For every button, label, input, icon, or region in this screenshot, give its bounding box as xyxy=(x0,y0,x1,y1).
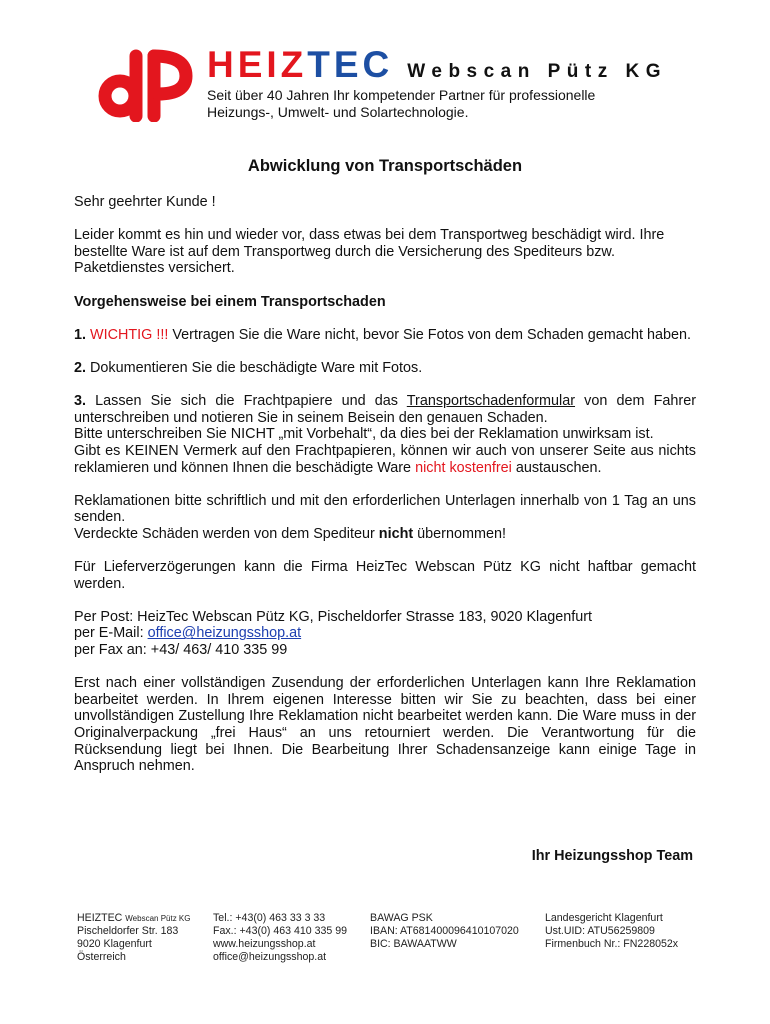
greeting: Sehr geehrter Kunde ! xyxy=(74,194,216,210)
step-3-text-a: Lassen Sie sich die Frachtpapiere und das xyxy=(86,393,407,410)
contact-post: Per Post: HeizTec Webscan Pütz KG, Pischeldorfer Strasse 183, 9020 Klagenfurt xyxy=(74,608,593,625)
footer-address-street: Pischeldorfer Str. 183 xyxy=(77,925,179,937)
brand-heiz: HEIZ xyxy=(207,44,308,85)
footer-iban: IBAN: AT681400096410107020 xyxy=(370,925,519,937)
step-3-note-2a: Gibt es KEINEN Vermerk auf den Frachtpapieren, können wir auch von unserer Seite aus nichts reklamieren und können Ihnen die beschädigte Ware xyxy=(74,442,696,476)
footer-address-country: Österreich xyxy=(77,951,126,963)
footer-legal xyxy=(545,912,678,951)
footer-phone: Tel.: +43(0) 463 33 3 33 xyxy=(213,912,326,924)
delay-paragraph: Für Lieferverzögerungen kann die Firma HeizTec Webscan Pütz KG nicht haftbar gemacht werden. xyxy=(74,559,696,592)
reklamation-paragraph xyxy=(74,493,696,543)
footer-bank-name: BAWAG PSK xyxy=(370,912,433,924)
reklamation-line-1: Reklamationen bitte schriftlich und mit den erforderlichen Unterlagen innerhalb von 1 Tag an uns senden. xyxy=(74,492,696,526)
brand-name xyxy=(207,44,667,86)
step-1-text: Vertragen Sie die Ware nicht, bevor Sie Fotos von dem Schaden gemacht haben. xyxy=(168,326,691,343)
closing-paragraph: Erst nach einer vollständigen Zusendung der erforderlichen Unterlagen kann Ihre Reklamation bearbeitet werden. In Ihrem eigenen Interesse bitten wir Sie zu beachten, dass bei einer unvollständigen Zustellung Ihre Reklamation nicht bearbeitet werden kann. Die Ware muss in der Originalverpackung „frei Haus“ an uns retourniert werden. Die Verantwortung für die Rücksendung liegt bei Ihnen. Die Bearbeitung Ihrer Schadensanzeige kann einige Tage in Anspruch nehmen. xyxy=(74,675,696,775)
tagline-line-2: Heizungs-, Umwelt- und Solartechnologie. xyxy=(207,104,469,120)
step-2-number: 2. xyxy=(74,359,87,376)
tagline-line-1: Seit über 40 Jahren Ihr kompetender Partner für professionelle xyxy=(207,87,596,103)
contact-email-label: per E-Mail: xyxy=(74,625,148,642)
footer-email: office@heizungsshop.at xyxy=(213,951,327,963)
step-3-note-1: Bitte unterschreiben Sie NICHT „mit Vorbehalt“, da dies bei der Reklamation unwirksam ist. xyxy=(74,426,654,443)
footer-court: Landesgericht Klagenfurt xyxy=(545,912,663,924)
brand-tec: TEC xyxy=(307,44,394,85)
footer-bank xyxy=(370,912,519,951)
footer-fax: Fax.: +43(0) 463 410 335 99 xyxy=(213,925,347,937)
signature: Ihr Heizungsshop Team xyxy=(531,848,693,864)
section-heading: Vorgehensweise bei einem Transportschaden xyxy=(74,293,386,310)
footer-contact xyxy=(213,912,347,964)
footer-bic: BIC: BAWAATWW xyxy=(370,938,457,950)
step-1 xyxy=(74,327,696,344)
reklamation-line-2b: nicht xyxy=(378,525,414,542)
letter-body xyxy=(74,194,696,791)
step-3-note-2-red: nicht kostenfrei xyxy=(415,459,512,476)
step-3 xyxy=(74,393,696,476)
brand-subtitle: Webscan Pütz KG xyxy=(407,61,668,82)
footer-company-name-small: Webscan Pütz KG xyxy=(125,914,191,923)
step-1-number: 1. xyxy=(74,326,87,343)
contact-fax: per Fax an: +43/ 463/ 410 335 99 xyxy=(74,642,288,659)
step-2 xyxy=(74,360,696,377)
step-3-text-b: von dem Fahrer unterschreiben und notieren Sie in seinem Beisein den genauen Schaden. xyxy=(74,393,696,426)
footer-company xyxy=(77,912,190,964)
company-logo xyxy=(96,46,196,122)
footer-company-name: HEIZTEC xyxy=(77,912,126,924)
footer-address-city: 9020 Klagenfurt xyxy=(77,938,152,950)
contact-paragraph xyxy=(74,609,696,659)
reklamation-line-2c: übernommen! xyxy=(413,525,506,542)
step-3-note-2b: austauschen. xyxy=(511,459,602,476)
footer-website: www.heizungsshop.at xyxy=(213,938,316,950)
email-link[interactable]: office@heizungsshop.at xyxy=(147,625,302,642)
tagline xyxy=(207,87,667,121)
reklamation-line-2a: Verdeckte Schäden werden von dem Spediteur xyxy=(74,525,379,542)
step-2-text: Dokumentieren Sie die beschädigte Ware mit Fotos. xyxy=(86,359,423,376)
intro-paragraph: Leider kommt es hin und wieder vor, dass etwas bei dem Transportweg beschädigt wird. Ihre bestellte Ware ist auf dem Transportweg durch die Versicherung des Spediteurs bzw. Paketdienstes versichert. xyxy=(74,227,665,277)
footer-uid: Ust.UID: ATU56259809 xyxy=(545,925,655,937)
step-3-number: 3. xyxy=(74,393,87,410)
footer-registry: Firmenbuch Nr.: FN228052x xyxy=(545,938,679,950)
step-1-warning: WICHTIG !!! xyxy=(90,326,169,343)
transport-form-link[interactable]: Transportschadenformular xyxy=(406,393,576,410)
page-title: Abwicklung von Transportschäden xyxy=(247,157,523,175)
